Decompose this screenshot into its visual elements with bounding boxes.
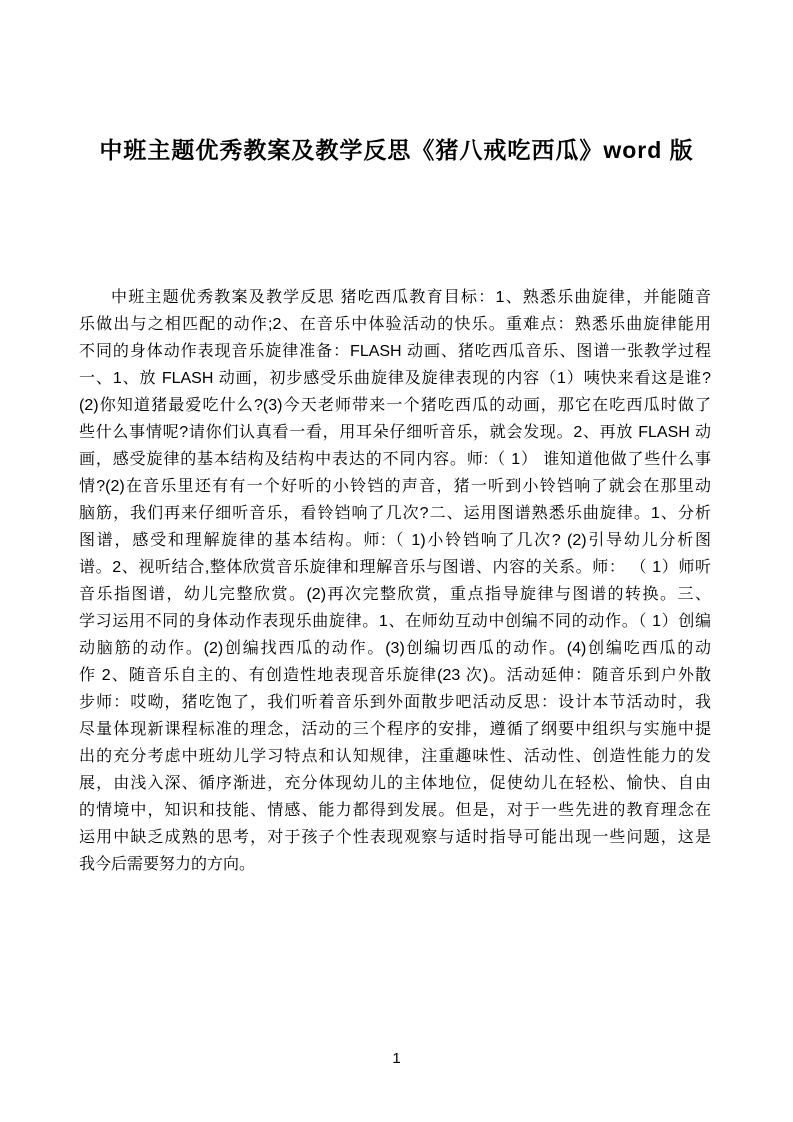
- body-text-line: 展，由浅入深、循序渐进，充分体现幼儿的主体地位，促使幼儿在轻松、愉快、自由: [79, 775, 711, 792]
- body-text-line: 步师：哎呦，猪吃饱了，我们听着音乐到外面散步吧活动反思：设计本节活动时，我: [79, 694, 711, 711]
- page-footer: [0, 1048, 793, 1070]
- body-text-line: (2)你知道猪最爱吃什么?(3)今天老师带来一个猪吃西瓜的动画，那它在吃西瓜时做了: [79, 397, 711, 414]
- body-text-line: 运用中缺乏成熟的思考，对于孩子个性表现观察与适时指导可能出现一些问题，这是: [79, 829, 711, 846]
- body-text-line: 出的充分考虑中班幼儿学习特点和认知规律，注重趣味性、活动性、创造性能力的发: [79, 748, 711, 765]
- body-text-line: 不同的身体动作表现音乐旋律准备：FLASH 动画、猪吃西瓜音乐、图谱一张教学过程: [79, 343, 711, 360]
- body-text-line: 中班主题优秀教案及教学反思 猪吃西瓜教育目标：1、熟悉乐曲旋律，并能随音: [111, 289, 711, 306]
- document-title: 中班主题优秀教案及教学反思《猪八戒吃西瓜》word 版: [99, 137, 694, 163]
- body-text-line: 图谱，感受和理解旋律的基本结构。师:（ 1)小铃铛响了几次? (2)引导幼儿分析图: [79, 532, 711, 549]
- body-text-line: 的情境中，知识和技能、情感、能力都得到发展。但是，对于一些先进的教育理念在: [79, 802, 711, 819]
- body-text-line: 画，感受旋律的基本结构及结构中表达的不同内容。师:（ 1） 谁知道他做了些什么事: [79, 451, 711, 468]
- body-text-line: 音乐指图谱，幼儿完整欣赏。(2)再次完整欣赏，重点指导旋律与图谱的转换。三、: [79, 586, 711, 603]
- document-body: [79, 284, 711, 878]
- body-text-line: 谱。2、视听结合,整体欣赏音乐旋律和理解音乐与图谱、内容的关系。师： （ 1）师听: [79, 559, 711, 576]
- body-text-line: 些什么事情呢?请你们认真看一看，用耳朵仔细听音乐，就会发现。2、再放 FLASH 动: [79, 424, 711, 441]
- body-text-line: 一、1、放 FLASH 动画，初步感受乐曲旋律及旋律表现的内容（1）咦快来看这是谁?: [79, 370, 711, 387]
- body-text-line: 情?(2)在音乐里还有有一个好听的小铃铛的声音，猪一听到小铃铛响了就会在那里动: [79, 478, 711, 495]
- body-text-line: 脑筋，我们再来仔细听音乐，看铃铛响了几次?二、运用图谱熟悉乐曲旋律。1、分析: [79, 505, 711, 522]
- body-text-line: 学习运用不同的身体动作表现乐曲旋律。1、在师幼互动中创编不同的动作。（ 1）创编: [79, 613, 711, 630]
- body-text-line: 作 2、随音乐自主的、有创造性地表现音乐旋律(23 次)。活动延伸：随音乐到户外散: [79, 667, 711, 684]
- body-text-line: 动脑筋的动作。(2)创编找西瓜的动作。(3)创编切西瓜的动作。(4)创编吃西瓜的动: [79, 640, 711, 657]
- body-text-line: 尽量体现新课程标准的理念，活动的三个程序的安排，遵循了纲要中组织与实施中提: [79, 721, 711, 738]
- body-text-line: 我今后需要努力的方向。: [79, 856, 256, 873]
- page-number: 1: [392, 1050, 401, 1067]
- body-text-line: 乐做出与之相匹配的动作;2、在音乐中体验活动的快乐。重难点：熟悉乐曲旋律能用: [79, 316, 711, 333]
